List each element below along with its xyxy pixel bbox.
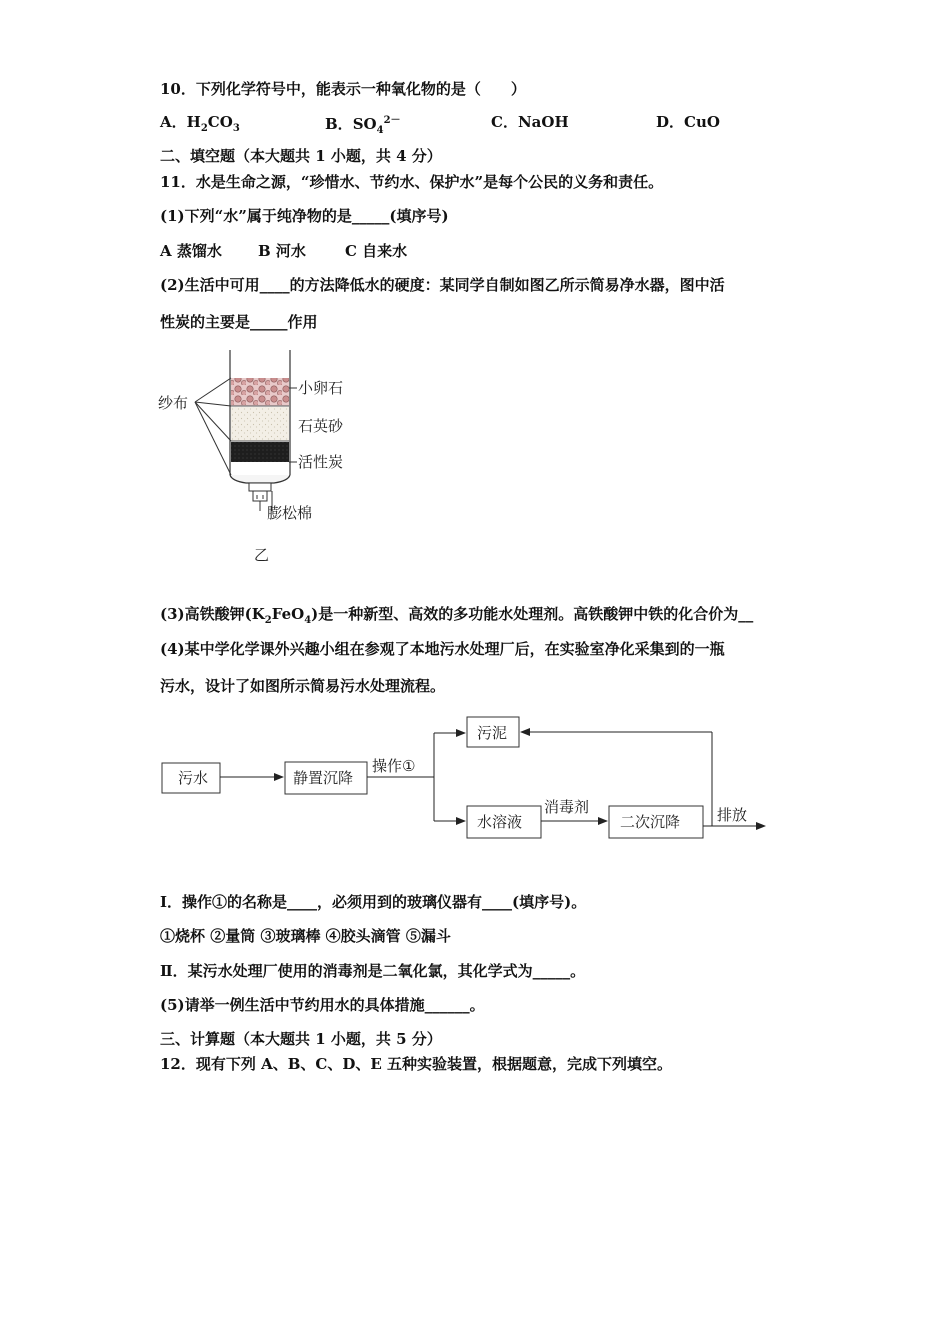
outlet-neck [249,483,271,491]
pebble-layer [231,378,289,406]
q11-part2-line2: 性炭的主要是_____作用 [160,313,318,331]
water-filter-figure [150,345,380,575]
box-sludge-label: 污泥 [477,724,508,742]
q10-option-d: D．CuO [656,113,720,131]
box-settle-label: 静置沉降 [293,769,354,787]
q11-sub-ii: Ⅱ．某污水处理厂使用的消毒剂是二氧化氯，其化学式为_____。 [160,962,586,980]
q11-part2-line1: (2)生活中可用____的方法降低水的硬度：某同学自制如图乙所示简易净水器，图中活 [160,276,725,294]
activated-carbon-layer [231,442,289,462]
q11-part4-line1: (4)某中学化学课外兴趣小组在参观了本地污水处理厂后，在实验室净化采集到的一瓶 [160,640,725,658]
disinfectant-label: 消毒剂 [544,798,590,816]
section-3-heading: 三、计算题（本大题共 1 小题，共 5 分） [160,1030,442,1048]
discharge-label: 排放 [717,806,748,824]
q11-part1-option-a: A 蒸馏水 [160,242,222,260]
q11-part1-option-c: C 自来水 [345,242,408,260]
activated-carbon-label: 活性炭 [298,453,344,471]
box-second-settle-label: 二次沉降 [620,813,681,831]
q11-part5: (5)请举一例生活中节约用水的具体措施______。 [160,996,485,1014]
q12-stem: 12．现有下列 A、B、C、D、E 五种实验装置，根据题意，完成下列填空。 [160,1055,673,1073]
q10-option-c: C．NaOH [491,113,569,131]
box-solution-label: 水溶液 [477,813,523,831]
q10-option-b: B．$SO_4^{2-}$ [325,115,401,136]
gauze-label: 纱布 [158,394,189,412]
q10-option-a: A．$H_2CO_3$ [160,113,240,134]
outlet-valve [253,491,267,501]
sewage-flow-figure [150,708,780,858]
q11-sub-i: Ⅰ．操作①的名称是____，必须用到的玻璃仪器有____(填序号)。 [160,893,587,911]
cotton-layer [230,475,290,483]
section-2-heading: 二、填空题（本大题共 1 小题，共 4 分） [160,147,442,165]
q11-stem: 11．水是生命之源，“珍惜水、节约水、保护水”是每个公民的义务和责任。 [160,173,664,191]
quartz-sand-label: 石英砂 [298,417,344,435]
q10-stem: 10．下列化学符号中，能表示一种氧化物的是（ ） [160,80,526,98]
box-sewage-label: 污水 [178,769,209,787]
pebbles-label: 小卵石 [298,379,344,397]
q11-part1: (1)下列“水”属于纯净物的是_____(填序号) [160,207,449,225]
q11-part1-option-b: B 河水 [258,242,306,260]
quartz-sand-layer [231,407,289,441]
q11-part3: (3)高铁酸钾$(K_2FeO_4)$是一种新型、高效的多功能水处理剂。高铁酸钾中铁的化合价为__ [160,605,754,626]
cotton-label: 膨松棉 [267,504,313,522]
operation-1-label: 操作① [372,757,416,775]
q11-instruments-list: ①烧杯 ②量筒 ③玻璃棒 ④胶头滴管 ⑤漏斗 [160,927,451,945]
figure-caption-yi: 乙 [254,546,270,564]
q11-part4-line2: 污水，设计了如图所示简易污水处理流程。 [160,677,446,695]
